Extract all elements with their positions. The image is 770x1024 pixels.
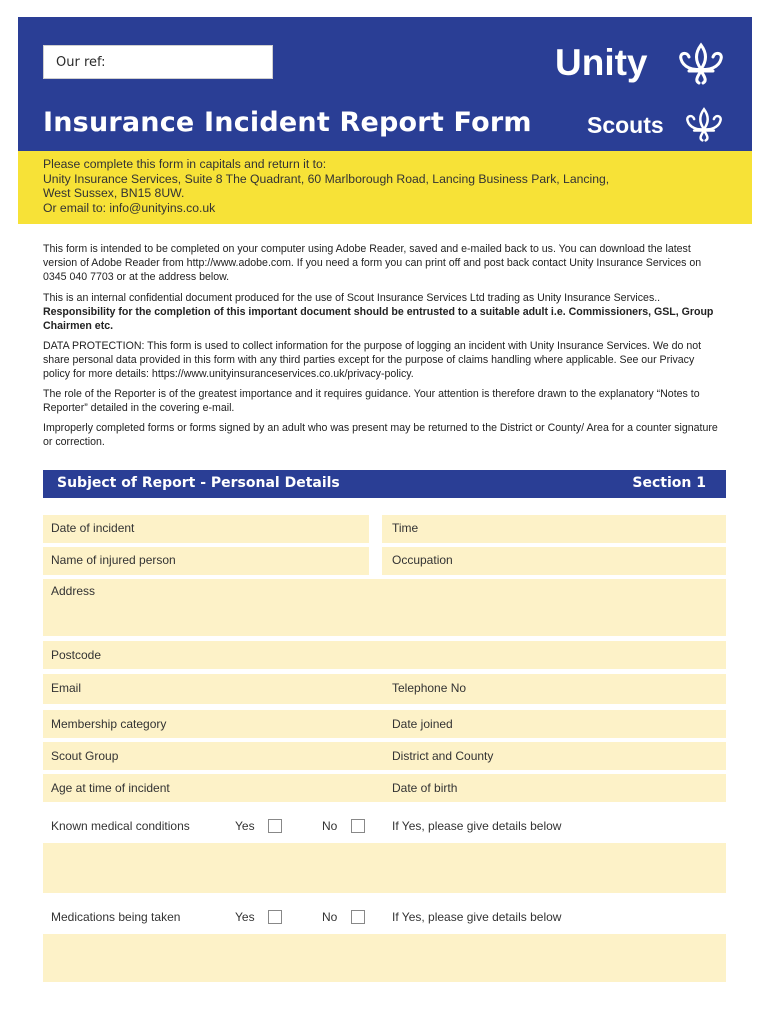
medical-details-hint: If Yes, please give details below bbox=[392, 819, 562, 833]
medical-no-checkbox[interactable] bbox=[351, 819, 365, 833]
notes-paragraph: The role of the Reporter is of the greatest importance and it requires guidance. Your attention is therefore drawn to the explanatory “Notes to Reporter” detailed in the covering e-mail. bbox=[43, 388, 700, 414]
section-number: Section 1 bbox=[632, 475, 706, 491]
date-of-birth-label: Date of birth bbox=[392, 781, 458, 795]
return-instructions bbox=[18, 151, 752, 224]
scout-group-field[interactable] bbox=[43, 742, 726, 770]
time-field[interactable] bbox=[382, 515, 726, 543]
occupation-label: Occupation bbox=[392, 553, 453, 567]
medical-no-label: No bbox=[322, 819, 338, 833]
instruction-line: Please complete this form in capitals and return it to: bbox=[43, 157, 327, 171]
instruction-address-line: West Sussex, BN15 8UW. bbox=[43, 186, 185, 200]
injured-name-label: Name of injured person bbox=[51, 553, 176, 567]
scout-group-label: Scout Group bbox=[51, 749, 119, 763]
our-ref-field[interactable] bbox=[43, 45, 273, 79]
address-label: Address bbox=[51, 584, 96, 598]
date-joined-label: Date joined bbox=[392, 717, 453, 731]
scouts-fleur-de-lis-icon bbox=[681, 105, 727, 143]
our-ref-label: Our ref: bbox=[56, 55, 106, 70]
medications-yes-checkbox[interactable] bbox=[268, 910, 282, 924]
fleur-de-lis-icon bbox=[673, 41, 729, 85]
notes-paragraph bbox=[43, 291, 723, 333]
age-at-incident-label: Age at time of incident bbox=[51, 781, 170, 795]
postcode-label: Postcode bbox=[51, 648, 102, 662]
telephone-label: Telephone No bbox=[392, 681, 467, 695]
notes-paragraph: Improperly completed forms or forms signed by an adult who was present may be returned to the District or County/ Area for a counter signature or correction. bbox=[43, 422, 718, 448]
instruction-address-line: Unity Insurance Services, Suite 8 The Quadrant, 60 Marlborough Road, Lancing Business Park, Lancing, bbox=[43, 172, 610, 186]
responsibility-text: Responsibility for the completion of this important document should be entrusted to a suitable adult i.e. Commissioners, GSL, Group Chairmen etc. bbox=[43, 306, 714, 332]
medications-label: Medications being taken bbox=[51, 910, 181, 924]
medical-yes-label: Yes bbox=[235, 819, 255, 833]
scouts-logo-text: Scouts bbox=[587, 112, 664, 138]
medications-details-hint: If Yes, please give details below bbox=[392, 910, 562, 924]
confidential-text: This is an internal confidential document produced for the use of Scout Insurance Services Ltd trading as Unity Insurance Services.. bbox=[43, 292, 661, 304]
postcode-field[interactable] bbox=[43, 641, 726, 669]
section-header bbox=[43, 470, 726, 498]
email-label: Email bbox=[51, 681, 82, 695]
membership-category-label: Membership category bbox=[51, 717, 167, 731]
medications-yes-label: Yes bbox=[235, 910, 255, 924]
data-protection-paragraph: DATA PROTECTION: This form is used to collect information for the purpose of logging an incident with Unity Insurance Services. We do not share personal data provided in this form with any third parties except for the purpose of claims handling where applicable. See our Privacy policy for more details: https://www.unityinsuranceservices.co.uk/privacy-policy. bbox=[43, 340, 702, 380]
date-of-incident-label: Date of incident bbox=[51, 521, 135, 535]
medications-details-field[interactable] bbox=[43, 934, 726, 982]
medical-conditions-label: Known medical conditions bbox=[51, 819, 190, 833]
section-title: Subject of Report - Personal Details bbox=[57, 475, 340, 491]
notes-paragraph: This form is intended to be completed on your computer using Adobe Reader, saved and e-mailed back to us. You can download the latest version of Adobe Reader from http://www.adobe.com. If you need a form you can print off and post back contact Unity Insurance Services on 0345 040 7703 or at the address below. bbox=[43, 243, 702, 283]
unity-logo-text: Unity bbox=[555, 42, 648, 83]
email-field[interactable] bbox=[43, 674, 726, 704]
time-label: Time bbox=[392, 521, 419, 535]
instruction-email-line: Or email to: info@unityins.co.uk bbox=[43, 201, 216, 215]
address-field[interactable] bbox=[43, 579, 726, 636]
page-title: Insurance Incident Report Form bbox=[43, 107, 532, 138]
medical-yes-checkbox[interactable] bbox=[268, 819, 282, 833]
notes-block bbox=[43, 242, 723, 449]
medications-no-checkbox[interactable] bbox=[351, 910, 365, 924]
medical-details-field[interactable] bbox=[43, 843, 726, 893]
header-banner bbox=[18, 17, 752, 151]
medications-no-label: No bbox=[322, 910, 338, 924]
district-county-label: District and County bbox=[392, 749, 494, 763]
